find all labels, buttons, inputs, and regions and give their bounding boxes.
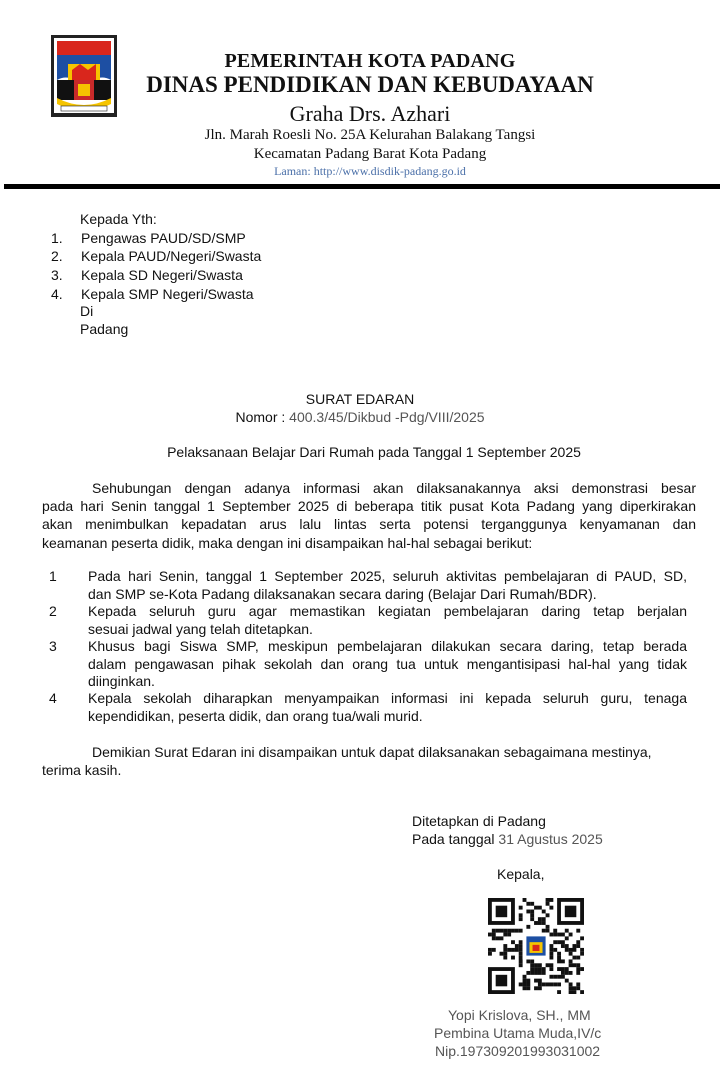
point-line: sesuai jadwal yang telah ditetapkan. (88, 620, 313, 637)
point-text (88, 638, 687, 691)
closing-line: terima kasih. (42, 762, 122, 779)
point-number: 2 (49, 603, 57, 619)
recipient-item: Kepala PAUD/Negeri/Swasta (81, 248, 262, 264)
letter-number-value: 400.3/45/Dikbud -Pdg/VIII/2025 (289, 409, 485, 425)
point-line: dan SMP se-Kota Padang dilaksanakan secara daring (Belajar Dari Rumah/BDR). (88, 585, 597, 602)
letterhead-government: PEMERINTAH KOTA PADANG (224, 50, 516, 72)
intro-line: pada hari Senin tanggal 1 September 2025 di beberapa titik pusat Kota Padang yang diperkirakan (42, 498, 696, 515)
recipient-item-number: 2. (51, 248, 63, 264)
recipient-item-number: 1. (51, 230, 63, 246)
letter-subject: Pelaksanaan Belajar Dari Rumah pada Tanggal 1 September 2025 (167, 444, 581, 460)
signature-position: Kepala, (497, 866, 545, 882)
recipient-item: Pengawas PAUD/SD/SMP (81, 230, 246, 246)
signature-qr-code-icon (488, 898, 584, 994)
point-line: kependidikan, peserta didik, dan orang tua/wali murid. (88, 707, 423, 724)
letterhead-building: Graha Drs. Azhari (289, 101, 451, 126)
recipient-city: Padang (80, 321, 129, 337)
recipient-item-number: 3. (51, 267, 63, 283)
point-number: 1 (49, 568, 57, 584)
recipient-salutation: Kepada Yth: (80, 211, 157, 227)
recipient-item-number: 4. (51, 286, 63, 302)
letter-heading: SURAT EDARAN (305, 391, 415, 407)
signatory-name: Yopi Krislova, SH., MM (448, 1007, 591, 1023)
point-line: diinginkan. (88, 673, 155, 689)
point-line: Pada hari Senin, tanggal 1 September 2025, seluruh aktivitas pembelajaran di PAUD, SD, (88, 568, 687, 584)
letterhead-address-1: Jln. Marah Roesli No. 25A Kelurahan Balakang Tangsi (204, 127, 536, 143)
signature-date-value: 31 Agustus 2025 (498, 831, 603, 847)
letterhead-divider (4, 184, 720, 189)
point-text (88, 603, 687, 638)
recipient-item: Kepala SMP Negeri/Swasta (81, 286, 254, 302)
closing-paragraph (42, 743, 696, 779)
letter-number-label: Nomor : (235, 409, 286, 425)
point-number: 4 (49, 690, 57, 706)
point-text (88, 568, 687, 603)
intro-line: keamanan peserta didik, maka dengan ini disampaikan hal-hal sebagai berikut: (42, 534, 533, 551)
recipient-item: Kepala SD Negeri/Swasta (81, 267, 243, 283)
letterhead-address-2: Kecamatan Padang Barat Kota Padang (253, 146, 487, 162)
signature-date-label: Pada tanggal (412, 831, 495, 847)
point-text (88, 690, 687, 725)
letter-number (0, 409, 720, 425)
intro-line: Sehubungan dengan adanya informasi akan dilaksanakannya aksi demonstrasi besar (92, 480, 696, 496)
point-line: Kepala sekolah diharapkan menyampaikan informasi ini kepada seluruh guru, tenaga (88, 690, 687, 706)
point-line: dalam pengawasan pihak sekolah dan orang tua untuk mengantisipasi hal-hal yang tidak (88, 655, 687, 672)
point-line: Kepada seluruh guru agar memastikan kegiatan pembelajaran daring tetap berjalan (88, 603, 687, 619)
signature-date (412, 831, 603, 847)
recipient-di: Di (80, 303, 94, 319)
signatory-rank: Pembina Utama Muda,IV/c (434, 1025, 602, 1041)
closing-line: Demikian Surat Edaran ini disampaikan untuk dapat dilaksanakan sebagaimana mestinya, (92, 744, 652, 760)
signatory-nip: Nip.197309201993031002 (435, 1043, 601, 1059)
point-line: Khusus bagi Siswa SMP, meskipun pembelajaran dilakukan secara daring, tetap berada (88, 638, 687, 654)
intro-line: akan menimbulkan kepadatan arus lalu lintas serta potensi terganggunya kenyamanan dan (42, 516, 696, 533)
letterhead-agency: DINAS PENDIDIKAN DAN KEBUDAYAAN (146, 72, 594, 97)
signature-place: Ditetapkan di Padang (412, 813, 546, 829)
point-number: 3 (49, 638, 57, 654)
intro-paragraph (42, 479, 696, 552)
letterhead-website-link[interactable]: Laman: http://www.disdik-padang.go.id (274, 164, 466, 178)
